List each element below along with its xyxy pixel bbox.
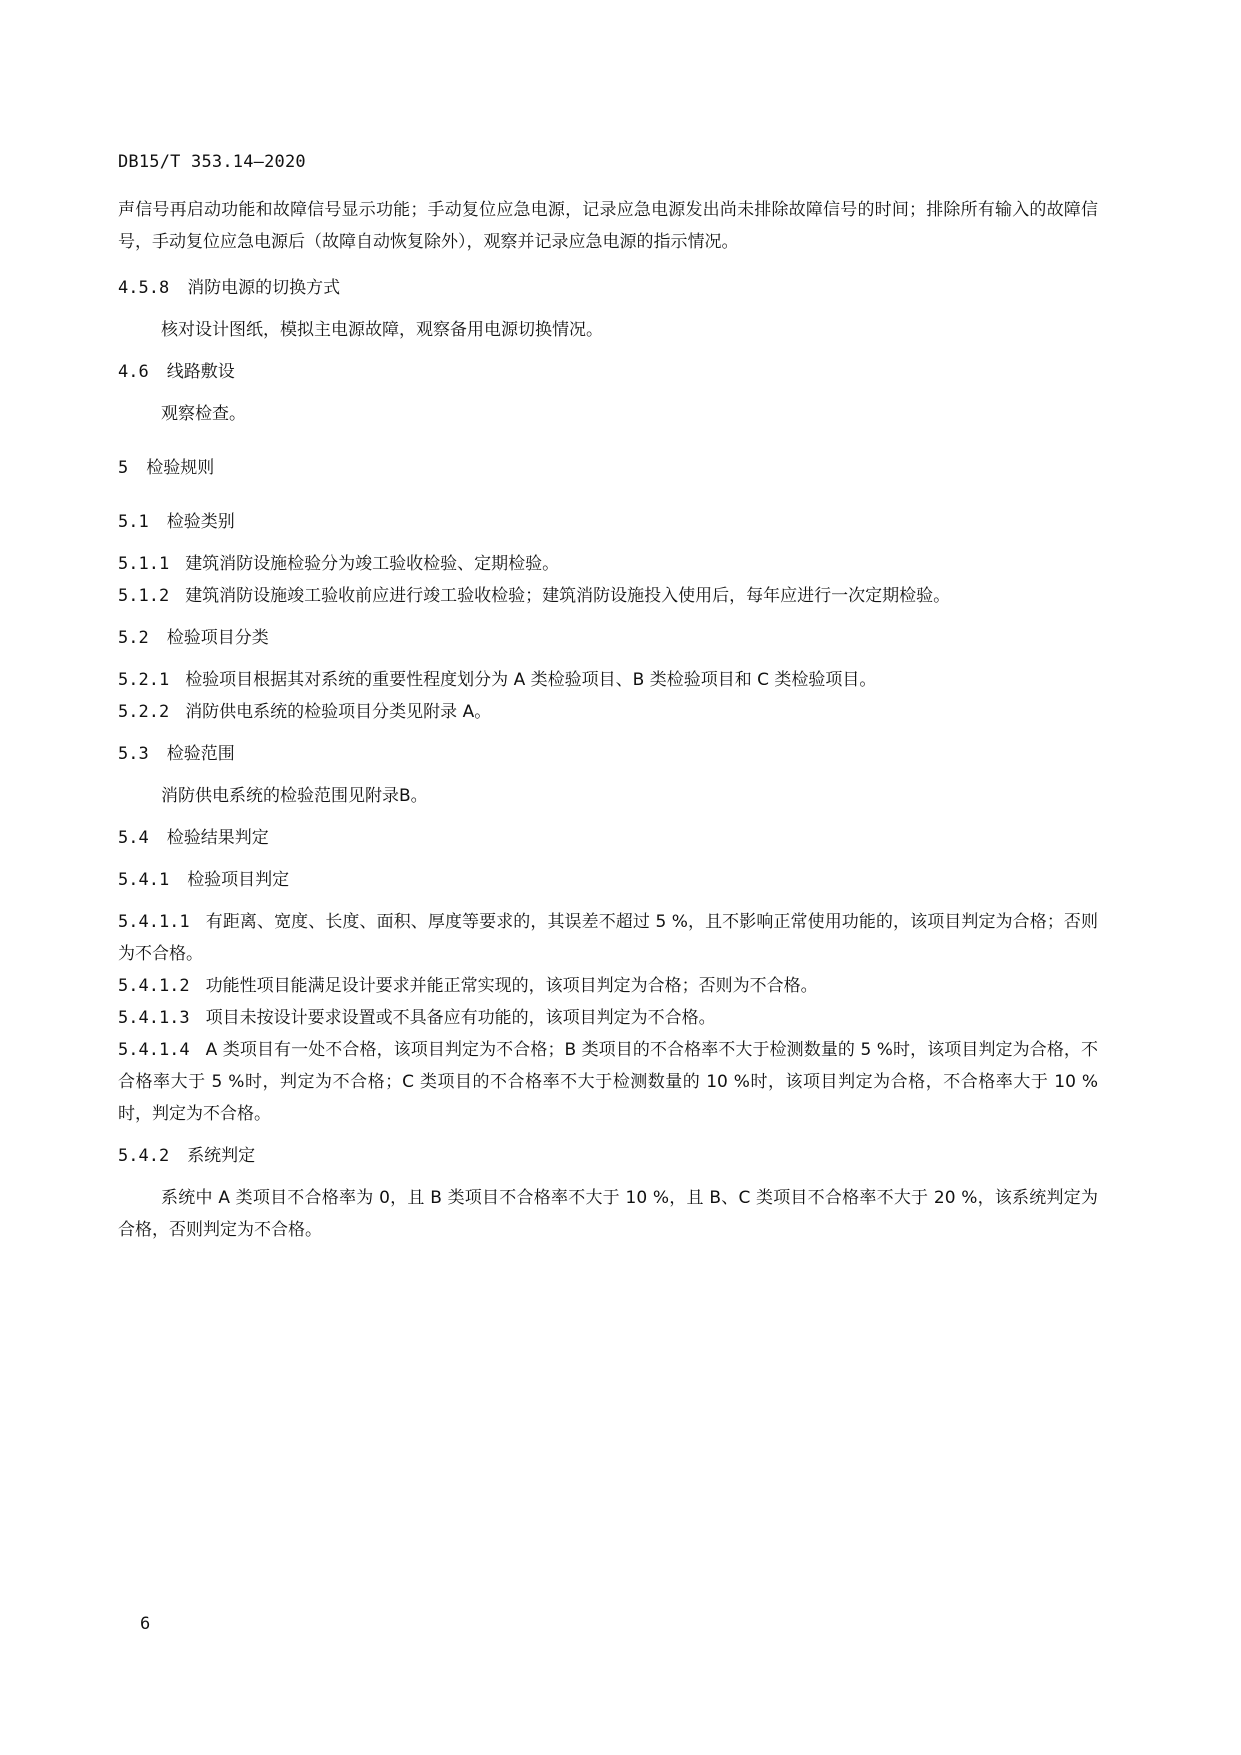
heading-5-4 [118,822,1098,854]
page-number: 6 [140,1614,151,1634]
intro-paragraph: 声信号再启动功能和故障信号显示功能；手动复位应急电源，记录应急电源发出尚未排除故障信号的时间；排除所有输入的故障信号，手动复位应急电源后（故障自动恢复除外），观察并记录应急电源的指示情况。 [118,200,1098,252]
heading-title: 检验结果判定 [166,828,269,848]
heading-title: 消防电源的切换方式 [187,278,341,298]
clause-5-1-1 [118,548,1098,580]
heading-title: 检验范围 [166,744,235,764]
heading-number: 5.1 [118,512,149,532]
clause-5-4-1-4 [118,1034,1098,1130]
heading-title: 系统判定 [187,1146,256,1166]
page-content [118,194,1098,1246]
clause-number: 5.1.2 [118,586,170,606]
clause-text: 有距离、宽度、长度、面积、厚度等要求的，其误差不超过 5 %，且不影响正常使用功能的，该项目判定为合格；否则为不合格。 [118,912,1098,964]
clause-5-2-2 [118,696,1098,728]
heading-number: 5.3 [118,744,149,764]
heading-5-3 [118,738,1098,770]
heading-title: 线路敷设 [166,362,235,382]
clause-5-4-1-1 [118,906,1098,970]
paragraph-4-6: 观察检查。 [161,404,246,424]
clause-text: 功能性项目能满足设计要求并能正常实现的，该项目判定为合格；否则为不合格。 [205,976,818,996]
clause-number: 5.2.2 [118,702,170,722]
clause-number: 5.4.1.2 [118,976,190,996]
heading-title: 检验类别 [166,512,235,532]
clause-number: 5.4.1.1 [118,912,190,932]
heading-number: 5 [118,458,129,478]
heading-number: 5.4 [118,828,149,848]
heading-5-4-1 [118,864,1098,896]
heading-5-2 [118,622,1098,654]
clause-5-2-1 [118,664,1098,696]
heading-number: 5.4.1 [118,870,170,890]
heading-title: 检验规则 [146,458,215,478]
clause-text: A 类项目有一处不合格，该项目判定为不合格；B 类项目的不合格率不大于检测数量的 5 %时，该项目判定为合格，不合格率大于 5 %时，判定为不合格；C 类项目的不合格率不大于检测数量的 10 %时，该项目判定为合格，不合格率大于 10 %时，判定为不合格。 [118,1040,1098,1124]
heading-5 [118,452,1098,484]
clause-text: 项目未按设计要求设置或不具备应有功能的，该项目判定为不合格。 [205,1008,716,1028]
clause-text: 建筑消防设施竣工验收前应进行竣工验收检验；建筑消防设施投入使用后，每年应进行一次定期检验。 [185,586,951,606]
heading-title: 检验项目分类 [166,628,269,648]
heading-4-6 [118,356,1098,388]
clause-number: 5.1.1 [118,554,170,574]
heading-number: 4.6 [118,362,149,382]
heading-5-4-2 [118,1140,1098,1172]
heading-title: 检验项目判定 [187,870,290,890]
document-id-header: DB15/T 353.14—2020 [118,152,306,172]
clause-text: 建筑消防设施检验分为竣工验收检验、定期检验。 [185,554,560,574]
heading-number: 5.2 [118,628,149,648]
clause-number: 5.2.1 [118,670,170,690]
paragraph-5-4-2: 系统中 A 类项目不合格率为 0，且 B 类项目不合格率不大于 10 %，且 B、C 类项目不合格率不大于 20 %，该系统判定为合格，否则判定为不合格。 [118,1188,1098,1240]
clause-number: 5.4.1.3 [118,1008,190,1028]
heading-number: 4.5.8 [118,278,170,298]
paragraph-5-3: 消防供电系统的检验范围见附录B。 [161,786,428,806]
heading-4-5-8 [118,272,1098,304]
clause-text: 检验项目根据其对系统的重要性程度划分为 A 类检验项目、B 类检验项目和 C 类检验项目。 [185,670,877,690]
heading-number: 5.4.2 [118,1146,170,1166]
paragraph-4-5-8: 核对设计图纸，模拟主电源故障，观察备用电源切换情况。 [161,320,603,340]
clause-text: 消防供电系统的检验项目分类见附录 A。 [185,702,492,722]
clause-number: 5.4.1.4 [118,1040,190,1060]
clause-5-4-1-3 [118,1002,1098,1034]
clause-5-1-2 [118,580,1098,612]
clause-5-4-1-2 [118,970,1098,1002]
heading-5-1 [118,506,1098,538]
